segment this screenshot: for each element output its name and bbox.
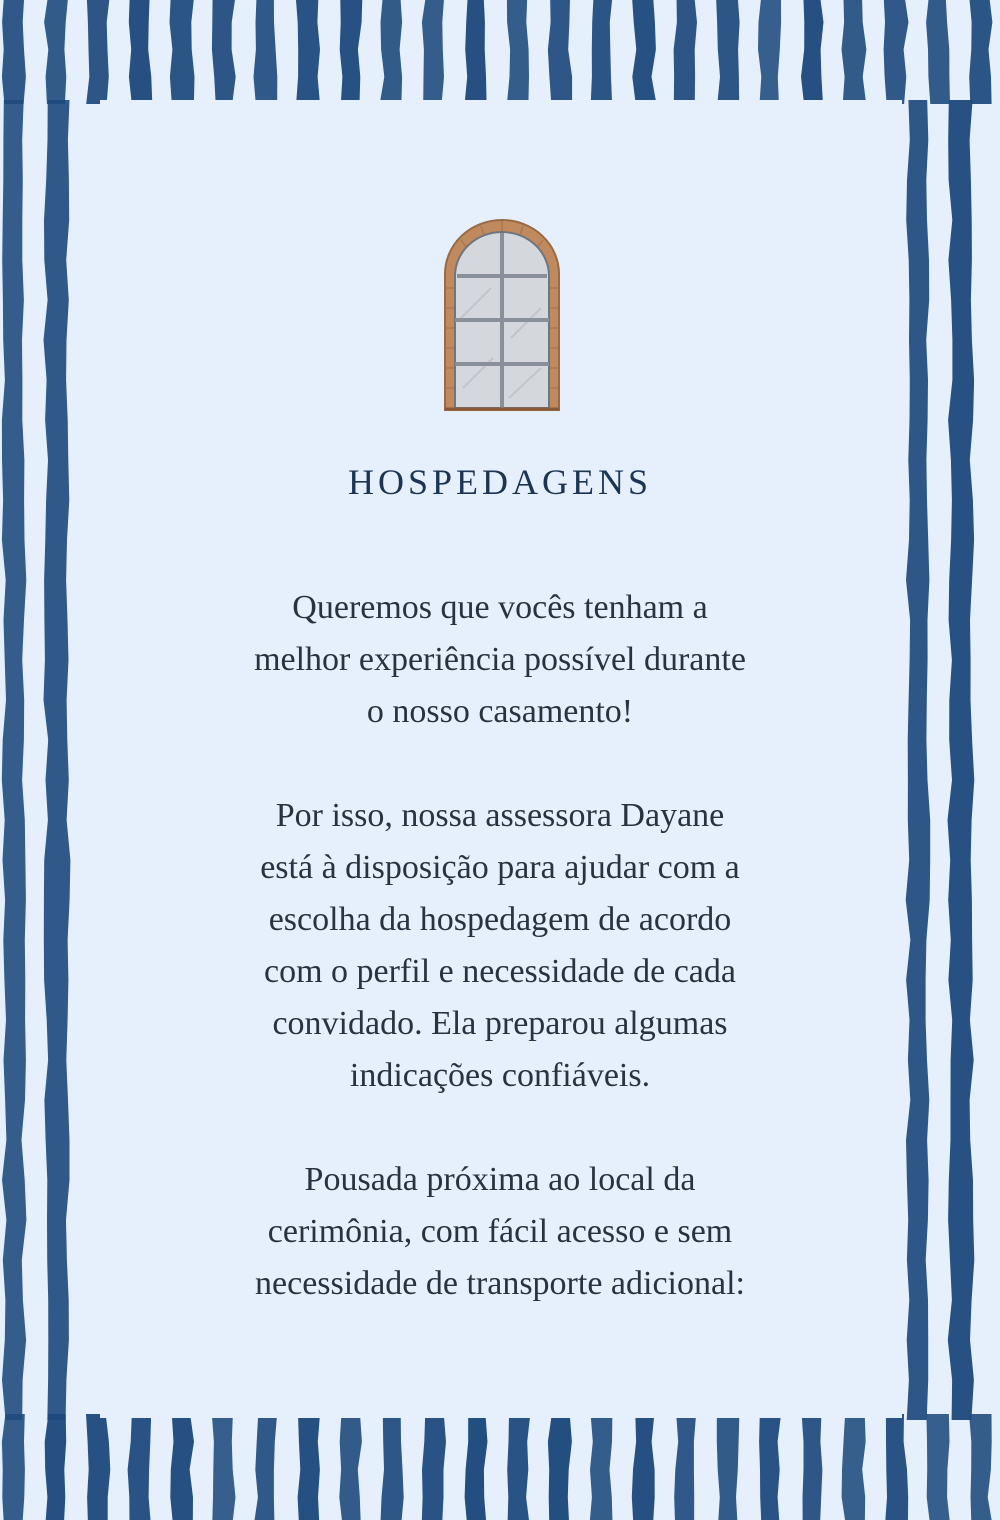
stripe: [2, 0, 26, 104]
stripe: [44, 100, 71, 1420]
stripe: [44, 0, 68, 104]
text-line: cerimônia, com fácil acesso e sem: [267, 1213, 733, 1250]
stripe: [296, 0, 320, 104]
stripe: [674, 1414, 696, 1520]
text-line: com o perfil e necessidade de cada: [264, 953, 736, 990]
stripe: [254, 0, 278, 104]
stripe: [422, 0, 444, 104]
stripe: [45, 1414, 66, 1520]
stripe: [465, 0, 487, 104]
stripe: [212, 1414, 236, 1520]
text-line: indicações confiáveis.: [349, 1057, 651, 1094]
stripe: [548, 1414, 572, 1520]
text-line: melhor experiência possível durante: [254, 641, 746, 678]
page-title: HOSPEDAGENS: [347, 462, 653, 502]
stripe: [716, 0, 740, 104]
stripe: [86, 1414, 110, 1520]
stripe: [2, 1414, 25, 1520]
stripe: [380, 1414, 403, 1520]
stripe: [969, 1414, 993, 1520]
stripe: [926, 1414, 950, 1520]
stripe: [129, 0, 153, 104]
stripe: [842, 1414, 866, 1520]
stripe: [632, 1414, 655, 1520]
stripe: [758, 0, 781, 104]
stripe: [507, 0, 529, 104]
arched-window-icon: [441, 218, 563, 412]
stripe: [948, 100, 975, 1420]
stripe: [128, 1414, 152, 1520]
stripe: [170, 1414, 194, 1520]
text-line: Por isso, nossa assessora Dayane: [275, 797, 725, 834]
stripe: [969, 0, 992, 104]
stripe: [507, 1414, 530, 1520]
intro-paragraph: [190, 582, 810, 738]
stripe: [632, 0, 657, 104]
stripe: [548, 0, 572, 104]
stripe: [802, 1414, 823, 1520]
stripe: [2, 100, 27, 1420]
stripe: [465, 1414, 488, 1520]
stripe: [254, 1414, 277, 1520]
stripe: [170, 0, 195, 104]
stripe: [801, 0, 824, 104]
stripe: [674, 0, 697, 104]
stripe: [422, 1414, 446, 1520]
stripe: [926, 0, 950, 104]
stripe: [717, 1414, 740, 1520]
text-line: convidado. Ela preparou algumas: [272, 1005, 728, 1042]
stripe: [842, 0, 867, 104]
text-line: escolha da hospedagem de acordo: [268, 901, 732, 938]
stripe: [906, 100, 931, 1420]
text-line: o nosso casamento!: [366, 693, 634, 730]
stripe: [591, 0, 613, 104]
text-line: Pousada próxima ao local da: [304, 1161, 696, 1198]
stripe: [380, 0, 402, 104]
stripe: [86, 0, 110, 104]
stripe: [298, 1414, 320, 1520]
stripe: [885, 1414, 908, 1520]
text-line: necessidade de transporte adicional:: [255, 1265, 745, 1302]
pousada-paragraph: [190, 1154, 810, 1310]
text-line: está à disposição para ajudar com a: [260, 849, 740, 886]
stripe: [339, 1414, 362, 1520]
stripe: [212, 0, 236, 104]
stripe: [590, 1414, 613, 1520]
text-line: Queremos que vocês tenham a: [292, 589, 708, 626]
stripe: [759, 1414, 781, 1520]
stripe: [340, 0, 363, 104]
stripe: [884, 0, 909, 104]
assistant-paragraph: [190, 790, 810, 1102]
